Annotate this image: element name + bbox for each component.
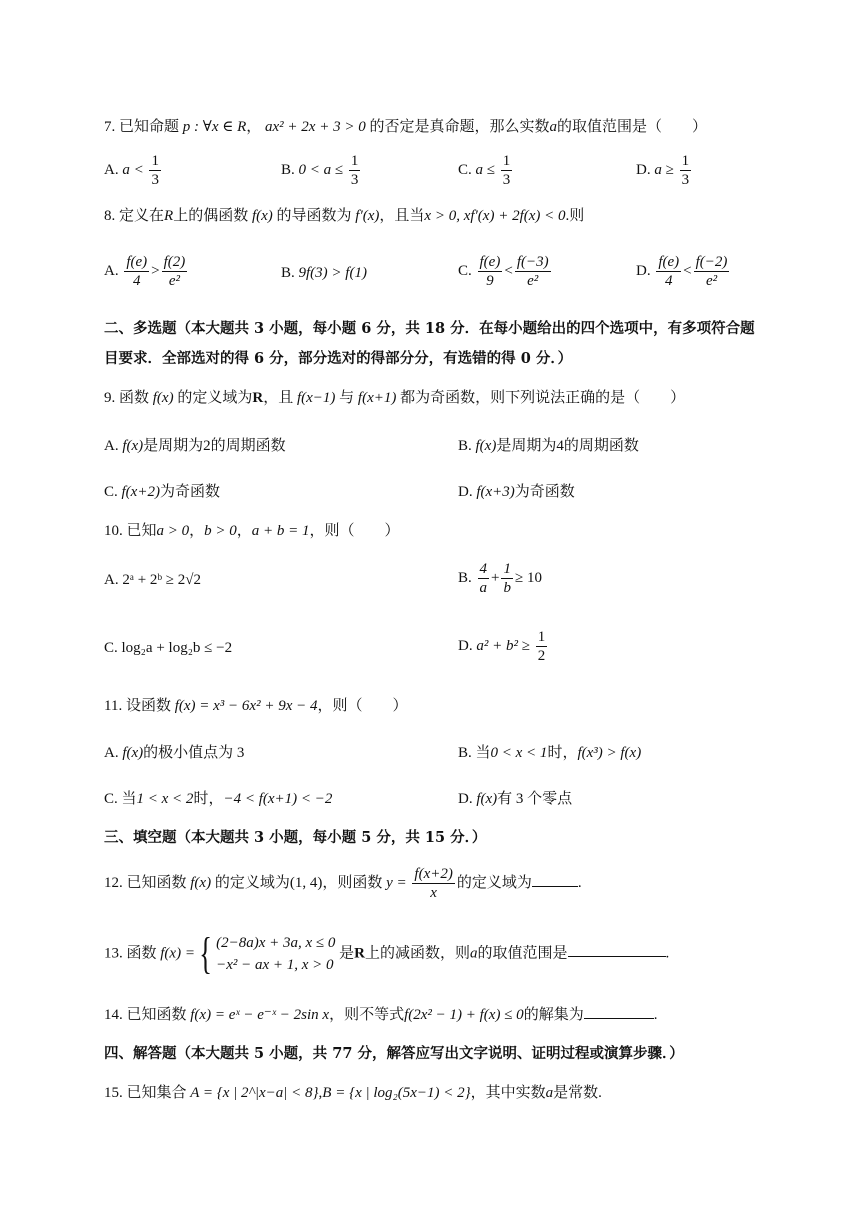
q14-expression: f(x) = eˣ − e⁻ˣ − 2sin x (190, 1007, 330, 1023)
section3-heading: 三、填空题（本大题共 3 小题，每小题 5 分，共 15 分．） (104, 829, 487, 846)
q12-text-b: 的定义域为 (214, 874, 290, 891)
q14-answer-blank[interactable] (584, 1004, 654, 1019)
q8-option-a-n2: f(2) (163, 254, 186, 270)
q9-option-d-label: D. (458, 484, 473, 500)
q7-option-a-label: A. (104, 161, 119, 178)
q9-option-d (458, 480, 575, 501)
q10-option-b-label: B. (458, 569, 472, 586)
q13-text-c: 上的减函数，则 (364, 945, 470, 962)
q7-option-d-den: 3 (681, 172, 690, 188)
q10-option-b-rhs: ≥ 10 (514, 569, 542, 586)
q9-option-a-label: A. (104, 438, 119, 454)
q8-option-b-text: 9f(3) > f(1) (298, 265, 367, 281)
q7-option-c-lhs: a ≤ (475, 161, 495, 178)
q14-end: . (653, 1007, 658, 1023)
q13-text-b: 是 (339, 945, 355, 962)
q8-option-b-label: B. (281, 265, 295, 281)
q7-variable: a (549, 119, 557, 135)
q9-option-a (104, 434, 286, 455)
q9-stem (104, 387, 685, 409)
q12-domain: (1, 4) (289, 874, 323, 891)
q12-text-d: 的定义域为 (456, 874, 532, 891)
q15-text-c: 是常数. (553, 1085, 602, 1101)
q11-option-a (104, 741, 244, 762)
q13-answer-blank[interactable] (568, 942, 666, 957)
q8-option-a-frac1 (124, 253, 149, 290)
q7-option-a-den: 3 (151, 172, 159, 188)
q14-inequality: f(2x² − 1) + f(x) ≤ 0 (404, 1007, 524, 1023)
q8-option-d-n1: f(e) (658, 254, 680, 270)
q9-option-d-math: f(x+3) (476, 484, 515, 500)
q7-option-c-fraction (501, 152, 513, 189)
q7-option-b-fraction (349, 152, 361, 189)
q11-option-d-label: D. (458, 791, 473, 807)
q9-option-c-math: f(x+2) (121, 484, 160, 500)
q7-option-d-lhs: a ≥ (654, 161, 674, 178)
q14-text-c: 的解集为 (523, 1007, 584, 1023)
q7-text-b: 的否定是真命题，那么实数 (369, 119, 550, 135)
q8-option-c-n2: f(−3) (516, 254, 549, 270)
q10-text-a: 10. 已知 (104, 523, 157, 539)
q8-option-d (636, 253, 731, 290)
q11-option-b (458, 741, 641, 762)
q9-option-b-label: B. (458, 438, 472, 454)
q8-option-c-frac1 (478, 253, 503, 290)
q8-option-c-n1: f(e) (479, 254, 501, 270)
q10-option-d-fraction (536, 628, 548, 665)
q10-option-d (458, 628, 549, 665)
q12-function: f(x) (190, 874, 212, 891)
q13-brace: { (199, 929, 212, 978)
q13-text-a: 13. 函数 (104, 945, 157, 962)
q8-option-a-frac2 (162, 253, 188, 290)
q11-text-b: ，则（ ） (317, 698, 408, 714)
q10-option-b-plus: + (491, 569, 500, 586)
q9-f-minus: f(x−1) (296, 390, 336, 406)
q8-option-a-n1: f(e) (126, 254, 148, 270)
q8-option-c-op: < (504, 262, 513, 279)
q13-case2: −x² − ax + 1, x > 0 (216, 957, 334, 973)
q8-option-a-label: A. (104, 262, 119, 279)
q8-option-d-frac1 (656, 253, 681, 290)
q12-stem (104, 865, 582, 902)
q8-R: R (164, 208, 174, 224)
q11-option-c-math1: 1 < x < 2 (136, 791, 194, 807)
q8-option-a-d1: 4 (133, 273, 141, 289)
q11-option-b-math2: f(x³) > f(x) (577, 745, 642, 761)
q11-expression: f(x) = x³ − 6x² + 9x − 4 (174, 698, 318, 714)
q10-option-a-math: 2ᵃ + 2ᵇ ≥ 2√2 (122, 572, 202, 588)
q10-option-d-lhs: a² + b² ≥ (476, 637, 530, 654)
q13-variable: a (470, 945, 478, 962)
q10-option-c (104, 640, 232, 657)
q10-option-d-den: 2 (537, 648, 546, 664)
q12-num: f(x+2) (414, 866, 453, 882)
q7-comma: ， (246, 119, 262, 135)
q13-text-d: 的取值范围是 (477, 945, 568, 962)
q12-den: x (430, 885, 437, 901)
q8-text-a: 8. 定义在 (104, 208, 165, 224)
q7-option-d (636, 152, 693, 189)
q15-set-a: A = {x | 2^|x−a| < 8} (190, 1085, 319, 1101)
q13-case1: (2−8a)x + 3a, x ≤ 0 (216, 935, 336, 951)
q8-text-b: 上的偶函数 (173, 208, 249, 224)
q10-option-b-d2: b (503, 580, 511, 596)
q7-option-a-num: 1 (151, 153, 159, 169)
q7-option-a (104, 152, 163, 189)
q15-stem (104, 1082, 602, 1104)
q9-option-b-math: f(x) (475, 438, 497, 454)
q8-option-b (281, 265, 367, 282)
q10-option-a (104, 572, 201, 589)
q14-text-a: 14. 已知函数 (104, 1007, 187, 1023)
q10-option-b-frac1 (478, 560, 490, 597)
q13-lhs: f(x) = (160, 945, 195, 962)
q10-option-b (458, 560, 542, 597)
q8-option-c (458, 253, 553, 290)
q11-option-c-text1: 当 (121, 791, 137, 807)
q7-option-d-fraction (680, 152, 692, 189)
q8-option-c-label: C. (458, 262, 472, 279)
q10-option-b-n2: 1 (503, 561, 511, 577)
q9-text-e: 都为奇函数，则下列说法正确的是（ ） (400, 390, 686, 406)
q11-option-b-text1: 当 (475, 745, 491, 761)
q11-option-c-label: C. (104, 791, 118, 807)
q9-option-d-text: 为奇函数 (514, 484, 575, 500)
section2-heading-line2: 目要求．全部选对的得 6 分，部分选对的得部分分，有选错的得 0 分．） (104, 350, 573, 367)
q11-stem (104, 695, 408, 717)
q8-option-c-d2: e² (527, 273, 539, 289)
q11-option-a-math: f(x) (122, 745, 144, 761)
q8-option-c-frac2 (515, 253, 551, 290)
q9-text-d: 与 (339, 390, 355, 406)
q11-option-b-label: B. (458, 745, 472, 761)
q9-option-c (104, 480, 220, 501)
q9-option-b-text: 是周期为4的周期函数 (496, 438, 639, 454)
q14-stem (104, 1004, 657, 1026)
q7-option-c-label: C. (458, 161, 472, 178)
q8-stem (104, 205, 584, 227)
q10-sep1: ， (189, 523, 205, 539)
q7-option-c-num: 1 (502, 153, 511, 169)
q8-option-a (104, 253, 189, 290)
q8-text-d: ，且当 (379, 208, 425, 224)
q12-y: y = (386, 874, 407, 891)
q12-end: . (577, 874, 582, 891)
q9-f-plus: f(x+1) (357, 390, 397, 406)
q9-function: f(x) (152, 390, 174, 406)
q10-option-b-d1: a (479, 580, 488, 596)
q11-option-b-text2: 时， (547, 745, 578, 761)
q9-option-b (458, 434, 639, 455)
q7-text-a: 7. 已知命题 (104, 119, 180, 135)
q11-text-a: 11. 设函数 (104, 698, 171, 714)
q10-option-b-n1: 4 (479, 561, 488, 577)
q15-text-b: ，其中实数 (470, 1085, 546, 1101)
q15-set-b: B = {x | log₂(5x−1) < 2} (322, 1085, 471, 1101)
q7-option-b-lhs: 0 < a ≤ (298, 161, 344, 178)
q7-option-b-label: B. (281, 161, 295, 178)
q13-cases (216, 932, 335, 976)
q9-text-b: 的定义域为 (177, 390, 253, 406)
q8-text-e: .则 (565, 208, 585, 224)
q7-option-b-den: 3 (350, 172, 359, 188)
q10-option-d-num: 1 (537, 629, 546, 645)
q11-option-a-label: A. (104, 745, 119, 761)
q10-cond2: b > 0 (204, 523, 237, 539)
q8-option-c-d1: 9 (486, 273, 494, 289)
q10-stem (104, 520, 400, 542)
q10-cond1: a > 0 (156, 523, 190, 539)
q11-option-c-text2: 时， (193, 791, 224, 807)
q7-expression: ax² + 2x + 3 > 0 (265, 119, 366, 135)
q12-text-a: 12. 已知函数 (104, 874, 187, 891)
q11-option-d-text: 有 3 个零点 (497, 791, 573, 807)
q8-option-d-frac2 (694, 253, 730, 290)
q8-option-d-d2: e² (705, 273, 718, 289)
q11-option-b-math1: 0 < x < 1 (490, 745, 548, 761)
q9-option-c-text: 为奇函数 (159, 484, 220, 500)
q9-text-a: 9. 函数 (104, 390, 150, 406)
q13-R: R (354, 945, 365, 962)
q9-text-c: ，且 (263, 390, 294, 406)
section2-heading-line1: 二、多选题（本大题共 3 小题，每小题 6 分，共 18 分．在每小题给出的四个选项中，有多项符合题 (104, 320, 755, 337)
q8-option-d-d1: 4 (665, 273, 673, 289)
q11-option-d-math: f(x) (476, 791, 498, 807)
q11-option-a-text: 的极小值点为 3 (143, 745, 245, 761)
q11-option-d (458, 787, 572, 808)
q8-option-d-label: D. (636, 262, 651, 279)
q12-answer-blank[interactable] (532, 872, 578, 887)
q9-option-a-text: 是周期为2的周期函数 (143, 438, 286, 454)
q10-option-a-label: A. (104, 572, 119, 588)
q7-text-c: 的取值范围是（ ） (556, 119, 707, 135)
q10-option-c-label: C. (104, 640, 118, 656)
q8-condition: x > 0, xf′(x) + 2f(x) < 0 (424, 208, 566, 224)
q9-option-c-label: C. (104, 484, 118, 500)
q15-text-a: 15. 已知集合 (104, 1085, 187, 1101)
q7-proposition: p : ∀x ∈ R (182, 119, 247, 135)
q7-option-a-lhs: a < (122, 161, 144, 178)
q11-option-c (104, 787, 332, 808)
q15-comma: , (318, 1085, 323, 1101)
q10-sep2: ， (236, 523, 252, 539)
q12-text-c: ，则函数 (322, 874, 383, 891)
q7-option-c (458, 152, 514, 189)
q7-option-a-fraction (149, 152, 161, 189)
q10-cond3: a + b = 1 (251, 523, 310, 539)
q8-text-c: 的导函数为 (276, 208, 352, 224)
q10-option-c-math: log₂a + log₂b ≤ −2 (121, 640, 233, 656)
q13-stem (104, 929, 670, 978)
q8-option-a-d2: e² (168, 273, 181, 289)
q10-text-b: ，则（ ） (309, 523, 400, 539)
q8-option-d-n2: f(−2) (695, 254, 728, 270)
q9-R: R (252, 390, 264, 406)
q7-option-b-num: 1 (350, 153, 359, 169)
q7-option-c-den: 3 (502, 172, 511, 188)
q7-option-d-label: D. (636, 161, 651, 178)
q15-variable: a (545, 1085, 554, 1101)
q7-stem (104, 116, 707, 138)
q14-text-b: ，则不等式 (329, 1007, 405, 1023)
q8-option-d-op: < (683, 262, 692, 279)
section4-heading: 四、解答题（本大题共 5 小题，共 77 分，解答应写出文字说明、证明过程或演算步骤．） (104, 1045, 684, 1062)
q8-option-a-op: > (151, 262, 160, 279)
q8-function: f(x) (251, 208, 273, 224)
q9-option-a-math: f(x) (122, 438, 144, 454)
q13-end: . (665, 945, 670, 962)
q7-option-b (281, 152, 362, 189)
q7-option-d-num: 1 (681, 153, 690, 169)
q12-fraction (412, 865, 454, 902)
q10-option-d-label: D. (458, 637, 473, 654)
q8-derivative: f′(x) (355, 208, 380, 224)
q10-option-b-frac2 (501, 560, 513, 597)
q11-option-c-math2: −4 < f(x+1) < −2 (223, 791, 333, 807)
